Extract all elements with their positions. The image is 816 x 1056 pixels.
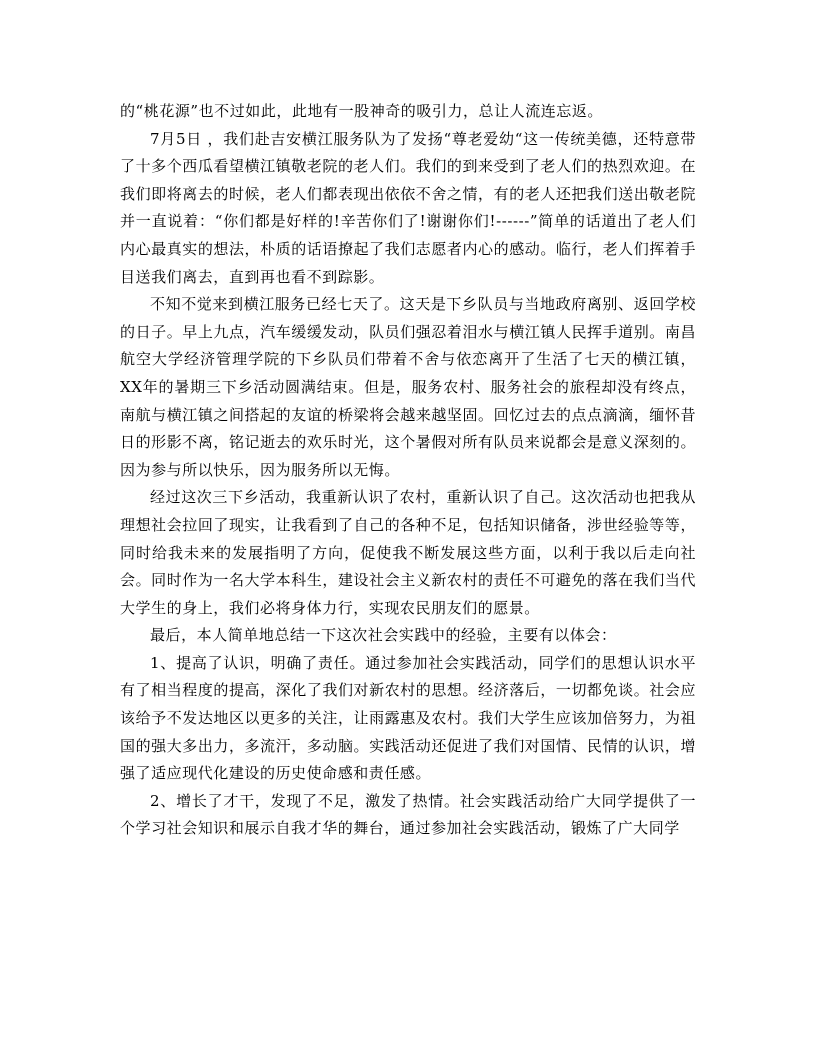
paragraph-point-2: 2、增长了才干，发现了不足，激发了热情。社会实践活动给广大同学提供了一个学习社会知识和展示自我才华的舞台，通过参加社会实践活动，锻炼了广大同学 xyxy=(120,791,696,838)
paragraph-summary-intro: 最后，本人简单地总结一下这次社会实践中的经验，主要有以体会： xyxy=(150,626,617,645)
paragraph-continuation: 的“桃花源”也不过如此，此地有一股神奇的吸引力，总让人流连忘返。 xyxy=(120,102,603,120)
paragraph-reflection: 经过这次三下乡活动，我重新认识了农村，重新认识了自己。这次活动也把我从理想社会拉回了现实，让我看到了自己的各种不足，包括知识储备，涉世经验等等，同时给我未来的发展指明了方向，促使我不断发展这些方面，以利于我以后走向社会。同时作为一名大学本科生，建设社会主义新农村的责任不可避免的落在我们当代大学生的身上，我们必将身体力行，实现农民朋友们的愿景。 xyxy=(120,488,696,617)
document-body xyxy=(120,98,696,843)
paragraph-farewell: 不知不觉来到横江服务已经七天了。这天是下乡队员与当地政府离别、返回学校的日子。早上九点，汽车缓缓发动，队员们强忍着泪水与横江镇人民挥手道别。南昌航空大学经济管理学院的下乡队员们带着不舍与依恋离开了生活了七天的横江镇，XX年的暑期三下乡活动圆满结束。但是，服务农村、服务社会的旅程却没有终点，南航与横江镇之间搭起的友谊的桥梁将会越来越坚固。回忆过去的点点滴滴，缅怀昔日的形影不离，铭记逝去的欢乐时光，这个暑假对所有队员来说都会是意义深刻的。因为参与所以快乐，因为服务所以无悔。 xyxy=(120,295,696,479)
paragraph-point-1: 1、提高了认识，明确了责任。通过参加社会实践活动，同学们的思想认识水平有了相当程度的提高，深化了我们对新农村的思想。经济落后，一切都免谈。社会应该给予不发达地区以更多的关注，让雨露惠及农村。我们大学生应该加倍努力，为祖国的强大多出力，多流汗，多动脑。实践活动还促进了我们对国情、民情的认识，增强了适应现代化建设的历史使命感和责任感。 xyxy=(120,653,696,783)
paragraph-nursing-home-visit: 7月5日 ，我们赴吉安横江服务队为了发扬“尊老爱幼“这一传统美德，还特意带了十多个西瓜看望横江镇敬老院的老人们。我们的到来受到了老人们的热烈欢迎。在我们即将离去的时候，老人们都表现出依依不舍之情，有的老人还把我们送出敬老院并一直说着：“你们都是好样的!辛苦你们了!谢谢你们!------”简单的话道出了老人们内心最真实的想法，朴质的话语撩起了我们志愿者内心的感动。临行，老人们挥着手目送我们离去，直到再也看不到踪影。 xyxy=(120,129,696,286)
